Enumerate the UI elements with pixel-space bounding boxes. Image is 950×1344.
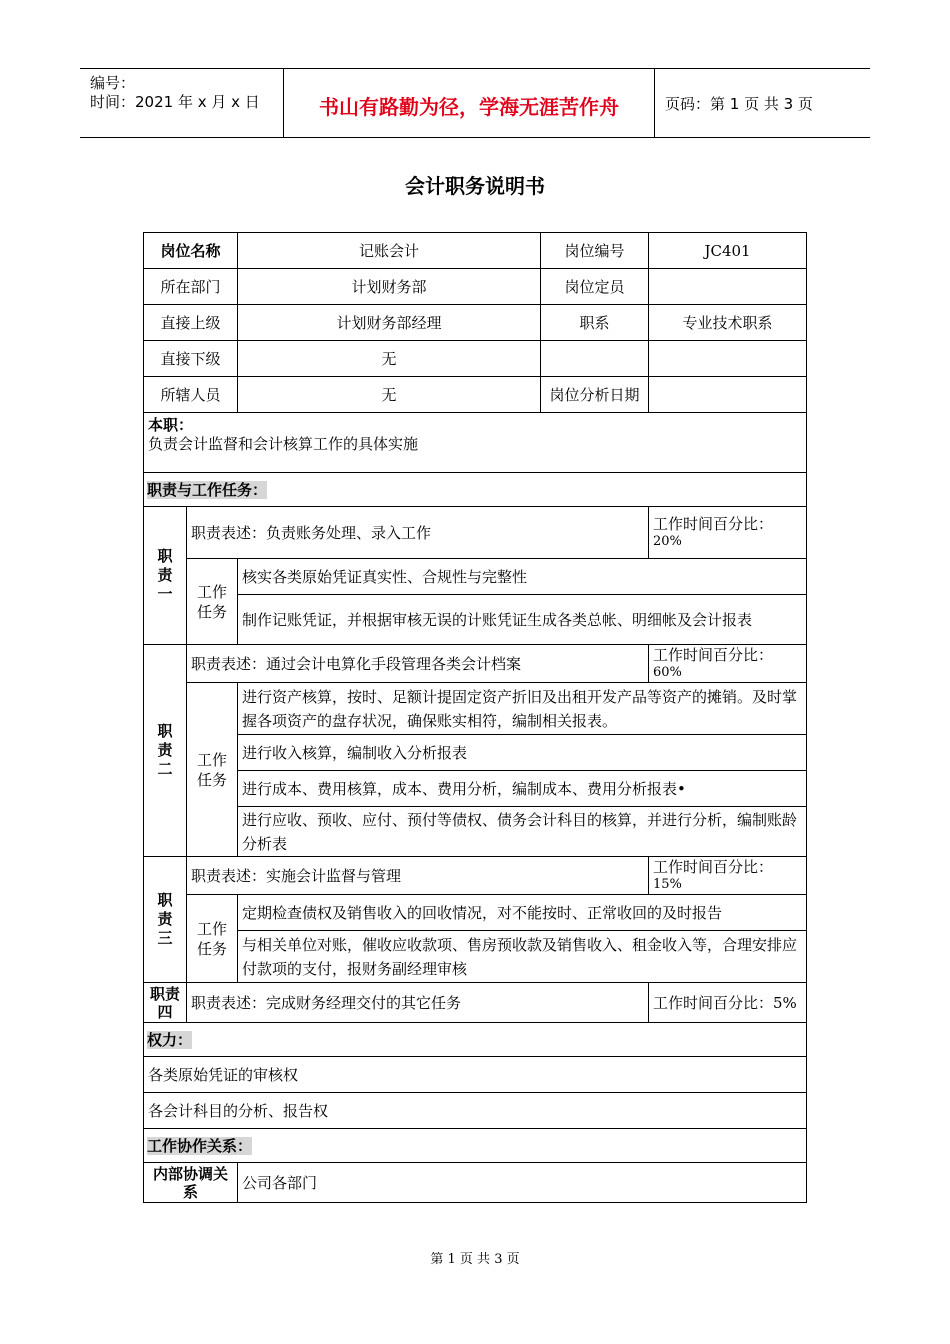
duty-2-pct-cell	[649, 645, 807, 683]
duty-3-statement-row	[144, 857, 807, 895]
authority-header-text: 权力：	[147, 1031, 193, 1049]
core-duty-cell	[144, 413, 807, 473]
duty-3-statement: 职责表述：实施会计监督与管理	[187, 857, 649, 895]
duties-header-row	[144, 473, 807, 507]
authority-row	[144, 1093, 807, 1129]
info-row-superior	[144, 305, 807, 341]
duty-1-task-1: 核实各类原始凭证真实性、合规性与完整性	[238, 559, 807, 595]
relation-header-text: 工作协作关系：	[147, 1137, 253, 1155]
quota-label: 岗位定员	[541, 269, 649, 305]
duty-1-task-label: 工作 任务	[187, 559, 238, 645]
job-description-table	[143, 232, 807, 1203]
duty-3-pct-label: 工作时间百分比：	[653, 857, 774, 876]
info-row-dept	[144, 269, 807, 305]
post-no-label: 岗位编号	[541, 233, 649, 269]
page-footer: 第 1 页 共 3 页	[430, 1252, 520, 1267]
duty-3-task-row	[144, 931, 807, 983]
superior-value: 计划财务部经理	[238, 305, 541, 341]
series-value: 专业技术职系	[649, 305, 807, 341]
internal-relation-value: 公司各部门	[238, 1163, 807, 1203]
duties-header-text: 职责与工作任务：	[147, 481, 268, 499]
subordinate-label: 直接下级	[144, 341, 238, 377]
duty-4-name: 职责 四	[144, 983, 187, 1023]
duty-4-pct: 工作时间百分比：5%	[649, 983, 807, 1023]
duty-4-statement: 职责表述：完成财务经理交付的其它任务	[187, 983, 649, 1023]
duty-3-pct: 15%	[653, 876, 682, 892]
duty-1-task-2: 制作记账凭证，并根据审核无误的计账凭证生成各类总帐、明细帐及会计报表	[238, 595, 807, 645]
doc-number-label: 编号：	[90, 74, 136, 92]
duty-2-task-1: 进行资产核算，按时、足额计提固定资产折旧及出租开发产品等资产的摊销。及时掌握各项资产的盘存状况，确保账实相符，编制相关报表。	[238, 683, 807, 735]
duty-1-name: 职 责 一	[144, 507, 187, 645]
duty-2-statement-row	[144, 645, 807, 683]
duty-2-task-row	[144, 683, 807, 735]
duty-1-statement-row	[144, 507, 807, 559]
subordinate-value: 无	[238, 341, 541, 377]
analysis-date-value	[649, 377, 807, 413]
quota-value	[649, 269, 807, 305]
duty-2-task-4: 进行应收、预收、应付、预付等债权、债务会计科目的核算，并进行分析，编制账龄分析表	[238, 807, 807, 857]
duty-1-pct-cell	[649, 507, 807, 559]
post-no-value: JC401	[649, 233, 807, 269]
info-row-staff	[144, 377, 807, 413]
post-name-value: 记账会计	[238, 233, 541, 269]
relation-header	[144, 1129, 807, 1163]
core-duty-label: 本职：	[148, 416, 194, 434]
duty-2-pct-label: 工作时间百分比：	[653, 645, 774, 664]
document-title: 会计职务说明书	[405, 174, 545, 198]
page-header	[80, 68, 870, 138]
duty-1-statement: 职责表述：负责账务处理、录入工作	[187, 507, 649, 559]
header-page-number: 页码：第 1 页 共 3 页	[665, 95, 813, 113]
duty-2-name: 职 责 二	[144, 645, 187, 857]
duty-2-statement: 职责表述：通过会计电算化手段管理各类会计档案	[187, 645, 649, 683]
duty-2-task-row	[144, 735, 807, 771]
core-duty-row	[144, 413, 807, 473]
duty-3-pct-cell	[649, 857, 807, 895]
duty-3-task-label: 工作 任务	[187, 895, 238, 983]
relation-header-row	[144, 1129, 807, 1163]
duties-header	[144, 473, 807, 507]
duty-2-pct: 60%	[653, 664, 682, 680]
duty-1-task-row	[144, 559, 807, 595]
info-row-subordinate	[144, 341, 807, 377]
series-label: 职系	[541, 305, 649, 341]
authority-header-row	[144, 1023, 807, 1057]
core-duty-text: 负责会计监督和会计核算工作的具体实施	[148, 435, 419, 453]
analysis-date-label: 岗位分析日期	[541, 377, 649, 413]
duty-1-pct-label: 工作时间百分比：	[653, 514, 774, 533]
duty-2-task-label: 工作 任务	[187, 683, 238, 857]
header-motto: 书山有路勤为径，学海无涯苦作舟	[319, 95, 619, 119]
superior-label: 直接上级	[144, 305, 238, 341]
duty-1-pct: 20%	[653, 533, 682, 549]
duty-2-task-3: 进行成本、费用核算，成本、费用分析，编制成本、费用分析报表•	[238, 771, 807, 807]
info-row-post	[144, 233, 807, 269]
authority-item-2: 各会计科目的分析、报告权	[144, 1093, 807, 1129]
internal-relation-row	[144, 1163, 807, 1203]
header-motto-cell	[284, 69, 655, 137]
duty-3-name: 职 责 三	[144, 857, 187, 983]
dept-label: 所在部门	[144, 269, 238, 305]
duty-2-task-2: 进行收入核算，编制收入分析报表	[238, 735, 807, 771]
duty-2-task-row	[144, 807, 807, 857]
authority-header	[144, 1023, 807, 1057]
staff-label: 所辖人员	[144, 377, 238, 413]
internal-relation-label: 内部协调关 系	[144, 1163, 238, 1203]
empty-cell	[541, 341, 649, 377]
duty-1-task-row	[144, 595, 807, 645]
duty-4-row	[144, 983, 807, 1023]
header-page-cell	[655, 69, 870, 137]
authority-item-1: 各类原始凭证的审核权	[144, 1057, 807, 1093]
post-name-label: 岗位名称	[144, 233, 238, 269]
duty-3-task-1: 定期检查债权及销售收入的回收情况，对不能按时、正常收回的及时报告	[238, 895, 807, 931]
authority-row	[144, 1057, 807, 1093]
duty-3-task-row	[144, 895, 807, 931]
doc-date-label: 时间：2021 年 x 月 x 日	[90, 93, 260, 111]
header-meta-cell	[80, 69, 284, 137]
staff-value: 无	[238, 377, 541, 413]
dept-value: 计划财务部	[238, 269, 541, 305]
empty-cell	[649, 341, 807, 377]
duty-3-task-2: 与相关单位对账，催收应收款项、售房预收款及销售收入、租金收入等，合理安排应付款项的支付，报财务副经理审核	[238, 931, 807, 983]
duty-2-task-row	[144, 771, 807, 807]
